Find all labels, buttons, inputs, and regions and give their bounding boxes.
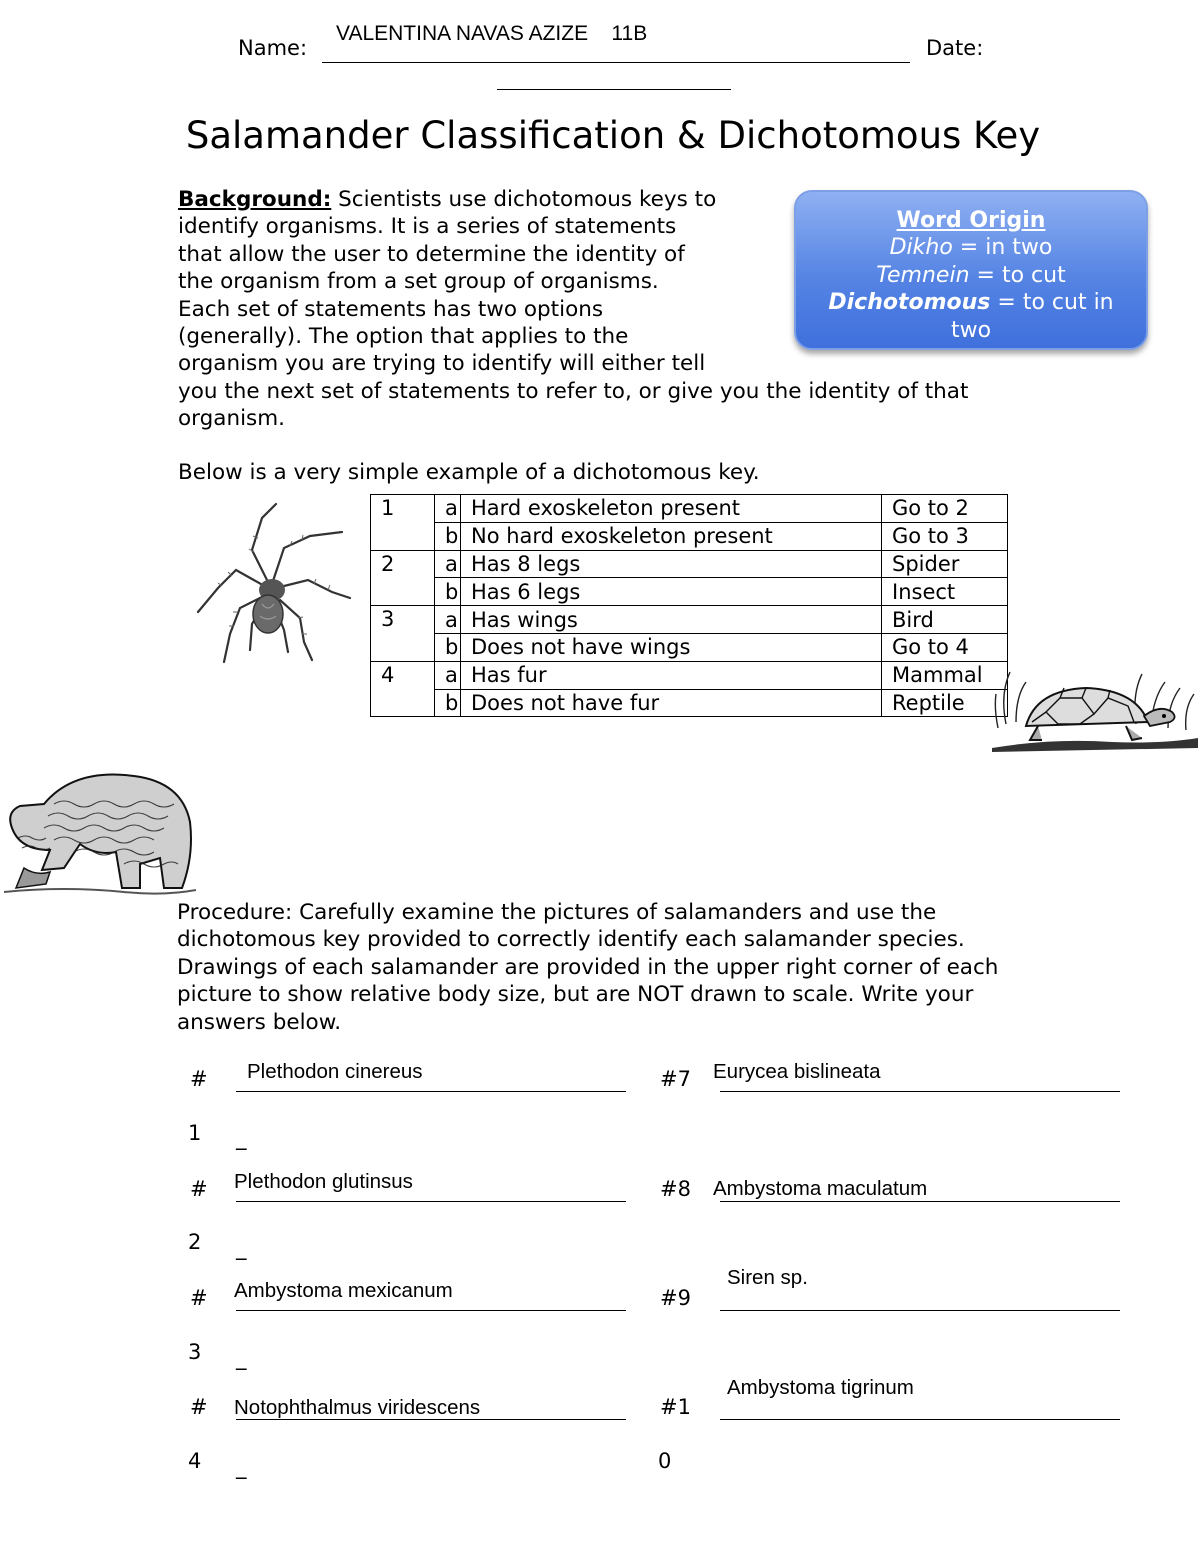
answer-underline (720, 1201, 1120, 1202)
word-origin-line (796, 289, 1146, 316)
background-line: organism. (178, 406, 286, 432)
answer-field-8[interactable]: Ambystoma maculatum (713, 1177, 928, 1200)
table-cell-letter: b (435, 522, 461, 550)
table-cell-result: Go to 3 (882, 522, 1008, 550)
date-label: Date: (926, 36, 984, 60)
table-cell-statement: Has wings (461, 606, 882, 634)
procedure-line: Procedure: Carefully examine the pictures of salamanders and use the (177, 900, 937, 925)
answer-field-2[interactable]: Plethodon glutinsus (234, 1170, 413, 1193)
word-origin-term: Temnein (876, 262, 970, 288)
table-cell-statement: Hard exoskeleton present (461, 495, 882, 523)
table-cell-letter: b (435, 633, 461, 661)
table-row (371, 495, 1008, 523)
table-row (371, 633, 1008, 661)
table-cell-statement: Does not have fur (461, 689, 882, 717)
answer-label-hash: # (190, 1067, 208, 1091)
answer-field-7[interactable]: Eurycea bislineata (713, 1060, 881, 1083)
table-cell-number: 3 (371, 606, 435, 662)
word-origin-def: = to cut (969, 262, 1066, 288)
table-cell-result: Bird (882, 606, 1008, 634)
bear-illustration (4, 764, 196, 900)
table-cell-letter: a (435, 495, 461, 523)
word-origin-def: = to cut in (990, 290, 1114, 316)
answer-underline (720, 1419, 1120, 1420)
background-line: organism you are trying to identify will either tell (178, 351, 706, 377)
background-line: the organism from a set group of organisms. (178, 269, 659, 295)
table-cell-letter: a (435, 661, 461, 689)
background-line: Each set of statements has two options (178, 296, 604, 322)
table-cell-number: 1 (371, 495, 435, 551)
word-origin-overflow: two (950, 317, 992, 343)
answer-field-4[interactable]: Notophthalmus viridescens (234, 1396, 481, 1419)
table-cell-result: Insect (882, 578, 1008, 606)
word-origin-line (796, 262, 1146, 289)
answer-field-10[interactable]: Ambystoma tigrinum (727, 1376, 914, 1399)
procedure-paragraph (177, 899, 1097, 1036)
table-row (371, 606, 1008, 634)
answer-label-number: 3 (188, 1340, 202, 1364)
table-row (371, 689, 1008, 717)
answer-underline (236, 1091, 626, 1092)
answer-field-9[interactable]: Siren sp. (727, 1266, 808, 1289)
answer-label-number: 1 (188, 1121, 202, 1145)
answer-label-number: 4 (188, 1449, 202, 1473)
dichotomous-key-table (370, 494, 1008, 717)
word-origin-term: Dikho (889, 235, 953, 261)
background-line: Scientists use dichotomous keys to (331, 187, 717, 212)
answer-blank: _ (236, 1455, 247, 1479)
table-row (371, 522, 1008, 550)
table-cell-result: Mammal (882, 661, 1008, 689)
word-origin-line (796, 234, 1146, 261)
background-line: identify organisms. It is a series of statements (178, 214, 677, 240)
table-cell-letter: b (435, 578, 461, 606)
table-cell-number: 2 (371, 550, 435, 606)
example-intro: Below is a very simple example of a dichotomous key. (178, 460, 760, 485)
answer-label: #1 (660, 1395, 691, 1419)
background-line: (generally). The option that applies to the (178, 324, 629, 350)
table-cell-statement: No hard exoskeleton present (461, 522, 882, 550)
table-cell-result: Reptile (882, 689, 1008, 717)
answer-label: #7 (660, 1067, 691, 1091)
answer-label: #9 (660, 1286, 691, 1310)
table-cell-result: Go to 4 (882, 633, 1008, 661)
table-cell-letter: a (435, 550, 461, 578)
spider-illustration (192, 500, 352, 668)
table-cell-letter: a (435, 606, 461, 634)
answer-blank: _ (236, 1236, 247, 1260)
name-underline (322, 62, 910, 63)
answer-underline (720, 1310, 1120, 1311)
word-origin-def: = in two (952, 235, 1053, 261)
table-cell-statement: Does not have wings (461, 633, 882, 661)
procedure-line: Drawings of each salamander are provided in the upper right corner of each (177, 954, 999, 980)
table-cell-letter: b (435, 689, 461, 717)
answer-label-hash: # (190, 1286, 208, 1310)
table-cell-result: Go to 2 (882, 495, 1008, 523)
answer-label-number: 2 (188, 1230, 202, 1254)
answer-blank: _ (236, 1346, 247, 1370)
table-cell-number: 4 (371, 661, 435, 717)
answer-underline (236, 1419, 626, 1420)
background-line: that allow the user to determine the identity of (178, 241, 685, 267)
turtle-illustration (986, 664, 1200, 756)
table-cell-statement: Has 8 legs (461, 550, 882, 578)
answer-underline (236, 1310, 626, 1311)
table-row (371, 578, 1008, 606)
table-row (371, 661, 1008, 689)
background-line: you the next set of statements to refer to, or give you the identity of that (178, 378, 969, 404)
table-row (371, 550, 1008, 578)
background-label: Background: (178, 187, 332, 212)
procedure-line: picture to show relative body size, but are NOT drawn to scale. Write your (177, 982, 974, 1008)
word-origin-term: Dichotomous (828, 290, 991, 316)
answer-field-3[interactable]: Ambystoma mexicanum (234, 1279, 453, 1302)
answer-underline (720, 1091, 1120, 1092)
table-cell-statement: Has fur (461, 661, 882, 689)
answer-field-1[interactable]: Plethodon cinereus (247, 1060, 423, 1083)
name-label: Name: (238, 36, 308, 60)
word-origin-box (794, 190, 1148, 350)
date-underline[interactable] (497, 89, 731, 90)
answer-label: #8 (660, 1177, 691, 1201)
answer-blank: _ (236, 1126, 247, 1150)
page-title: Salamander Classification & Dichotomous Key (185, 114, 1041, 157)
answer-label-continued: 0 (658, 1449, 672, 1473)
procedure-line: dichotomous key provided to correctly identify each salamander species. (177, 927, 965, 953)
name-field[interactable]: VALENTINA NAVAS AZIZE 11B (336, 22, 648, 45)
answer-label-hash: # (190, 1395, 208, 1419)
answer-underline (236, 1201, 626, 1202)
answer-label-hash: # (190, 1177, 208, 1201)
table-cell-statement: Has 6 legs (461, 578, 882, 606)
word-origin-heading: Word Origin (896, 208, 1046, 233)
procedure-line: answers below. (177, 1009, 342, 1035)
table-cell-result: Spider (882, 550, 1008, 578)
